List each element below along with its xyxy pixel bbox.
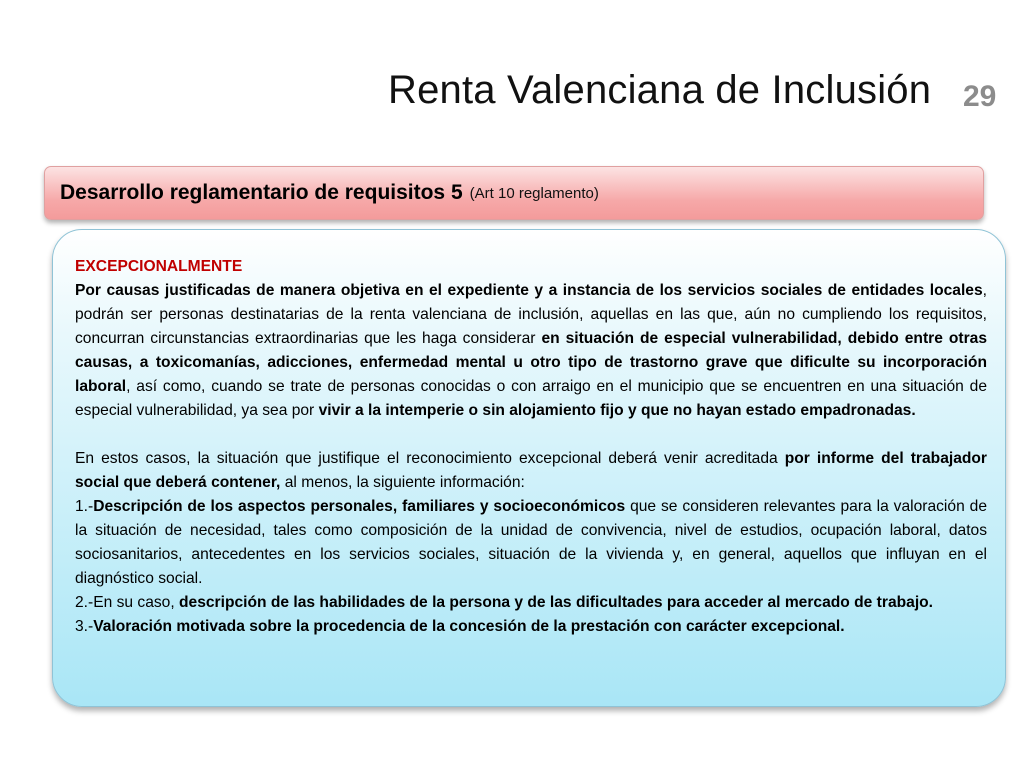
- list-item-1: 1.-Descripción de los aspectos personales, familiares y socioeconómicos que se consideren relevantes para la valoración de la situación de necesidad, tales como composición de la unidad de convivencia, nivel de estudios, ocupación laboral, datos sociosanitarios, antecedentes en los servicios sociales, situación de la vivienda y, en general, aquellos que influyan en el diagnóstico social.: [75, 498, 988, 587]
- list-item-2: 2.-En su caso, descripción de las habilidades de la persona y de las dificultades para acceder al mercado de trabajo.: [75, 594, 934, 611]
- banner-title: Desarrollo reglamentario de requisitos 5: [60, 181, 463, 204]
- keyword-heading: EXCEPCIONALMENTE: [75, 258, 243, 275]
- section-banner: [44, 166, 984, 220]
- content-text: [75, 255, 987, 639]
- slide-title: Renta Valenciana de Inclusión: [388, 68, 932, 112]
- paragraph-1: Por causas justificadas de manera objetiva en el expediente y a instancia de los servicios sociales de entidades locales, podrán ser personas destinatarias de la renta valenciana de inclusión, aquellas en las que, aún no cumpliendo los requisitos, concurran circunstancias extraordinarias que les haga considerar en situación de especial vulnerabilidad, debido entre otras causas, a toxicomanías, adicciones, enfermedad mental u otro tipo de trastorno grave que dificulte su incorporación laboral, así como, cuando se trate de personas conocidas o con arraigo en el municipio que se encuentren en una situación de especial vulnerabilidad, ya sea por vivir a la intemperie o sin alojamiento fijo y que no hayan estado empadronadas.: [75, 282, 987, 419]
- paragraph-2: En estos casos, la situación que justifique el reconocimiento excepcional deberá venir acreditada por informe del trabajador social que deberá contener, al menos, la siguiente información:: [75, 450, 987, 491]
- banner-subtitle: (Art 10 reglamento): [469, 184, 599, 202]
- page-number: 29: [963, 80, 997, 113]
- list-item-3: 3.-Valoración motivada sobre la procedencia de la concesión de la prestación con carácter excepcional.: [75, 618, 845, 635]
